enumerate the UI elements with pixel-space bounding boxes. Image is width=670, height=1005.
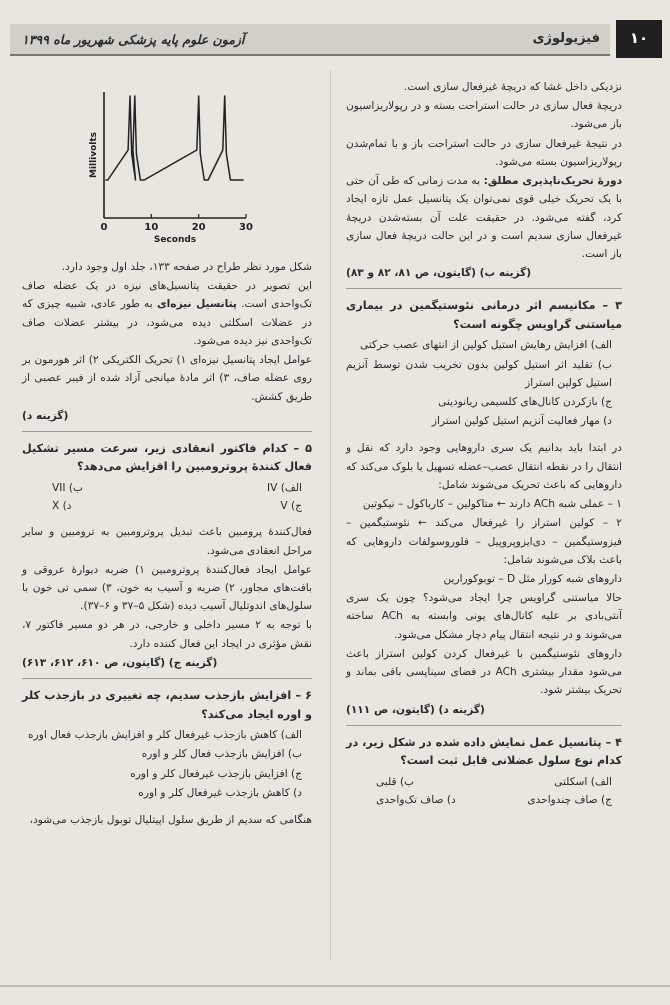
- separator: [346, 288, 622, 289]
- page-header: [0, 0, 670, 60]
- option: الف) IV: [266, 481, 302, 494]
- paragraph: هنگامی که سدیم از طریق سلول اپیتلیال توبول بازجذب می‌شود،: [29, 813, 312, 826]
- paragraph: با توجه به ۲ مسیر داخلی و خارجی، در هر دو مسیر فاکتور ۷، نقش مؤثری در ایجاد این فعال کننده دارد.: [22, 619, 312, 650]
- paragraph: داروهای شبه کورار مثل D – توبوکورارین: [443, 573, 622, 585]
- right-column: [346, 78, 622, 809]
- separator: [22, 678, 312, 679]
- paragraph: [22, 277, 312, 350]
- paragraph: عوامل ایجاد پتانسیل نیزه‌ای ۱) تحریک الکتریکی ۲) اثر هورمون بر روی عضله صاف، ۳) اثر مادهٔ میانجی آزاد شده از فیبر عصبی از طریق کشش.: [22, 354, 312, 403]
- paragraph-text: به طور عادی، شبیه چیزی که در عضلات اسکلتی دیده می‌شود، در بیشتر عضلات صاف تک‌واحدی نیز دیده می‌شود.: [22, 298, 312, 347]
- option: د) کاهش بازجذب غیرفعال کلر و اوره: [138, 786, 302, 799]
- paragraph: نزدیکی داخل غشا که دریچهٔ غیرفعال سازی است.: [404, 81, 622, 93]
- paragraph-text: این تصویر در حقیقت پتانسیل‌های نیزه در یک عضله صاف تک‌واحدی است.: [22, 280, 312, 311]
- answer-2: (گزینه ب) (گایتون، ص ۸۱، ۸۲ و ۸۳): [346, 267, 532, 280]
- answer-3: (گزینه د) (گایتون، ص ۱۱۱): [346, 703, 485, 716]
- option: ب) VII: [52, 481, 83, 494]
- option: د) مهار فعالیت آنزیم استیل کولین استراز: [431, 415, 612, 428]
- option: الف) کاهش بازجذب غیرفعال کلر و افزایش بازجذب فعال اوره: [28, 729, 302, 742]
- x-tick-label: 30: [239, 222, 253, 233]
- paragraph: حالا میاستنی گراویس چرا ایجاد می‌شود؟ چون یک سری آنتی‌بادی بر علیه کانال‌های یونی وابسته به ACh ساخته می‌شوند و در نتیجه انتقال پیام دچار مشکل می‌شود.: [346, 592, 622, 641]
- option: ج) صاف چندواحدی: [527, 793, 612, 806]
- paragraph: فعال‌کنندهٔ پرومبین باعث تبدیل پروترومبین به ترومبین و سایر مراحل انعقادی می‌شود.: [22, 526, 312, 557]
- paragraph-text: به مدت زمانی که طی آن حتی با یک تحریک خیلی قوی نمی‌توان یک پتانسیل عمل تازه ایجاد کرد، گفته می‌شود. در حقیقت علت آن بسته‌شدن دریچهٔ غیرفعال سازی سدیم است و در این حالت دریچهٔ فعال سازی باز است.: [346, 175, 622, 260]
- option: ب) قلبی: [376, 775, 415, 788]
- option: د) صاف تک‌واحدی: [376, 793, 456, 806]
- option: الف) اسکلتی: [554, 775, 612, 788]
- question-6: ۶ – افزایش بازجذب سدیم، چه تغییری در بازجذب کلر و اوره ایجاد می‌کند؟: [22, 689, 312, 721]
- exam-title: آزمون علوم پایه پزشکی شهریور ماه ۱۳۹۹: [22, 32, 245, 47]
- separator: [346, 725, 622, 726]
- paragraph: ۱ – عملی شبه ACh دارند ← متاکولین – کارباکول – نیکوتین: [362, 498, 622, 511]
- left-column: [22, 258, 312, 830]
- question-5: ۵ – کدام فاکتور انعقادی زیر، سرعت مسیر تشکیل فعال کنندهٔ پروترومبین را افزایش می‌دهد؟: [22, 441, 312, 474]
- option: ج) بازکردن کانال‌های کلسیمی ریانودینی: [438, 396, 612, 409]
- answer-4: (گزینه د): [22, 409, 69, 422]
- footer-line: [0, 985, 670, 987]
- paragraph: داروهای نئوستیگمین با غیرفعال کردن کولین استراز باعث می‌شود مقدار بیشتری ACh در فضای سیناپسی باقی بماند و تحریک بیشتر شود.: [346, 647, 623, 697]
- subject-title: فیزیولوژی: [532, 31, 600, 46]
- series-line-spike-potentials: [105, 96, 243, 180]
- bold-term: پتانسیل نیزه‌ای: [156, 298, 237, 311]
- answer-5: (گزینه ج) (گایتون، ص ۶۱۰، ۶۱۲، ۶۱۳): [22, 656, 218, 669]
- paragraph: ۲ – کولین استراز را غیرفعال می‌کند ← نئوستیگمین – فیزوستیگمین – دی‌ایزوپروپیل – فلوروسولفات داروهایی که باعث بلاک می‌شوند شامل:: [346, 517, 622, 566]
- option: ب) تقلید اثر استیل کولین بدون تخریب شدن توسط آنزیم استیل کولین استراز: [346, 358, 612, 389]
- paragraph: [346, 172, 622, 263]
- paragraph: در نتیجهٔ غیرفعال سازی در حالت استراحت باز و با تمام‌شدن رپولاریزاسیون بسته می‌شود.: [346, 137, 622, 168]
- y-axis-label: Millivolts: [89, 131, 99, 179]
- option-row: [22, 497, 312, 515]
- option: ج) V: [280, 500, 302, 513]
- option-row: [22, 479, 312, 497]
- option: ب) افزایش بازجذب فعال کلر و اوره: [141, 748, 302, 761]
- question-3: ۳ – مکانیسم اثر درمانی نئوستیگمین در بیماری میاستنی گراویس چگونه است؟: [346, 299, 622, 331]
- question-4: ۴ – پتانسیل عمل نمایش داده شده در شکل زیر، در کدام نوع سلول عضلانی قابل ثبت است؟: [346, 735, 622, 768]
- column-divider: [330, 70, 331, 960]
- x-tick-label: 20: [191, 222, 206, 233]
- paragraph: در ابتدا باید بدانیم یک سری داروهایی وجود دارد که نقل و انتقال را در نقطه انتقال عصب–عضله تسهیل یا بلوک می‌کند که داروهایی که باعث تحریک می‌شوند شامل:: [345, 442, 622, 491]
- paragraph: عوامل ایجاد فعال‌کنندهٔ پروترومبین ۱) ضربه دیوارهٔ عروقی و بافت‌های مجاور، ۲) ضربه و آسیب به خون، ۳) سمی تی خون با سلول‌های اندوتلیال آسیب دیده (شکل ۵–۳۷ و ۶–۳۷).: [22, 563, 312, 613]
- bold-term: دورهٔ تحریک‌ناپذیری مطلق:: [483, 175, 622, 188]
- x-tick-label: 0: [100, 222, 108, 233]
- x-axis-label: Seconds: [153, 235, 197, 245]
- option-row: [346, 791, 622, 809]
- action-potential-chart: [62, 80, 272, 252]
- separator: [22, 431, 312, 432]
- page-number: ۱۰: [616, 20, 662, 58]
- x-tick-label: 10: [144, 222, 159, 233]
- option: د) X: [52, 500, 72, 513]
- paragraph: دریچهٔ فعال سازی در حالت استراحت بسته و در رپولاریزاسیون باز می‌شود.: [346, 100, 622, 131]
- option: ج) افزایش بازجذب غیرفعال کلر و اوره: [130, 767, 302, 780]
- option: الف) افزایش رهایش استیل کولین از انتهای عصب حرکتی: [359, 339, 612, 352]
- paragraph: شکل مورد نظر طراح در صفحه ۱۳۳، جلد اول وجود دارد.: [61, 261, 312, 273]
- option-row: [346, 773, 622, 791]
